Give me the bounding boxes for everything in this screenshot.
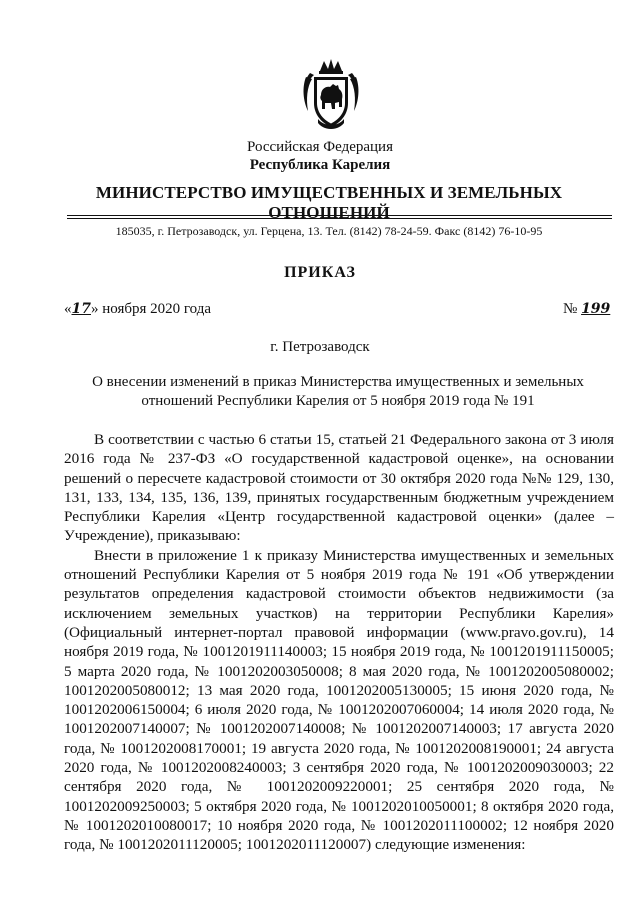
date-day-handwritten: 17 [71, 301, 91, 317]
date-month-year: » ноября 2020 года [90, 301, 212, 317]
body-paragraph-1: В соответствии с частью 6 статьи 15, статьей 21 Федерального закона от 3 июля 2016 года № 237-ФЗ «О государственной кадастровой оценке», на основании решений о пересчете кадастровой стоимости от 30 октября 2020 года №№ 129, 130, 131, 133, 134, 135, 136, 139, принятых государственным бюджетным учреждением Республики Карелия «Центр государственной кадастровой оценки» (далее – Учреждение), приказываю: [64, 431, 614, 545]
order-body [64, 430, 614, 855]
header-divider-top [67, 215, 612, 216]
ministry-name: МИНИСТЕРСТВО ИМУЩЕСТВЕННЫХ И ЗЕМЕЛЬНЫХ ОТНОШЕНИЙ [95, 183, 563, 222]
issue-city: г. Петрозаводск [270, 339, 370, 355]
body-paragraph-2: Внести в приложение 1 к приказу Министерства имущественных и земельных отношений Республики Карелия от 5 ноября 2019 года № 191 «Об утверждении результатов определения кадастровой стоимости объектов недвижимости (за исключением земельных участков) на территории Республики Карелия» (Официальный интернет-портал правовой информации (www.pravo.gov.ru), 14 ноября 2019 года, № 1001201911140003; 15 ноября 2019 года, № 1001201911150005; 5 марта 2020 года, № 1001202003050008; 8 мая 2020 года, № 1001202005080002; 1001202005080012; 13 мая 2020 года, 1001202005130005; 15 июня 2020 года, № 1001202006150004; 6 июля 2020 года, № 1001202007060004; 14 июля 2020 года, № 1001202007140007; № 1001202007140008; № 1001202007140003; 17 августа 2020 года, № 1001202008170001; 19 августа 2020 года, № 1001202008190001; 24 августа 2020 года, № 1001202008240003; 3 сентября 2020 года, № 1001202009030003; 22 сентября 2020 года, № 1001202009220001; 25 сентября 2020 года, № 1001202009250003; 5 октября 2020 года, № 1001202010050001; 8 октября 2020 года, № 1001202010080017; 10 ноября 2020 года, № 1001202011100002; 12 ноября 2020 года, № 1001202011120005; 1001202011120007) следующие изменения: [64, 546, 614, 854]
coat-of-arms-icon [300, 57, 362, 133]
date-open-quote: « [64, 301, 72, 317]
order-date [64, 301, 211, 318]
number-handwritten: 199 [581, 301, 611, 317]
order-number [563, 301, 610, 318]
country-name: Российская Федерация [247, 139, 393, 155]
ministry-address: 185035, г. Петрозаводск, ул. Герцена, 13. Тел. (8142) 78-24-59. Факс (8142) 76-10-95 [115, 224, 543, 238]
republic-name: Республика Карелия [249, 157, 391, 173]
number-prefix: № [563, 301, 578, 317]
order-subject: О внесении изменений в приказ Министерства имущественных и земельных отношений Республики Карелия от 5 ноября 2019 года № 191 [92, 374, 584, 409]
header-divider-bottom [67, 218, 612, 219]
document-type-title: ПРИКАЗ [284, 264, 356, 281]
